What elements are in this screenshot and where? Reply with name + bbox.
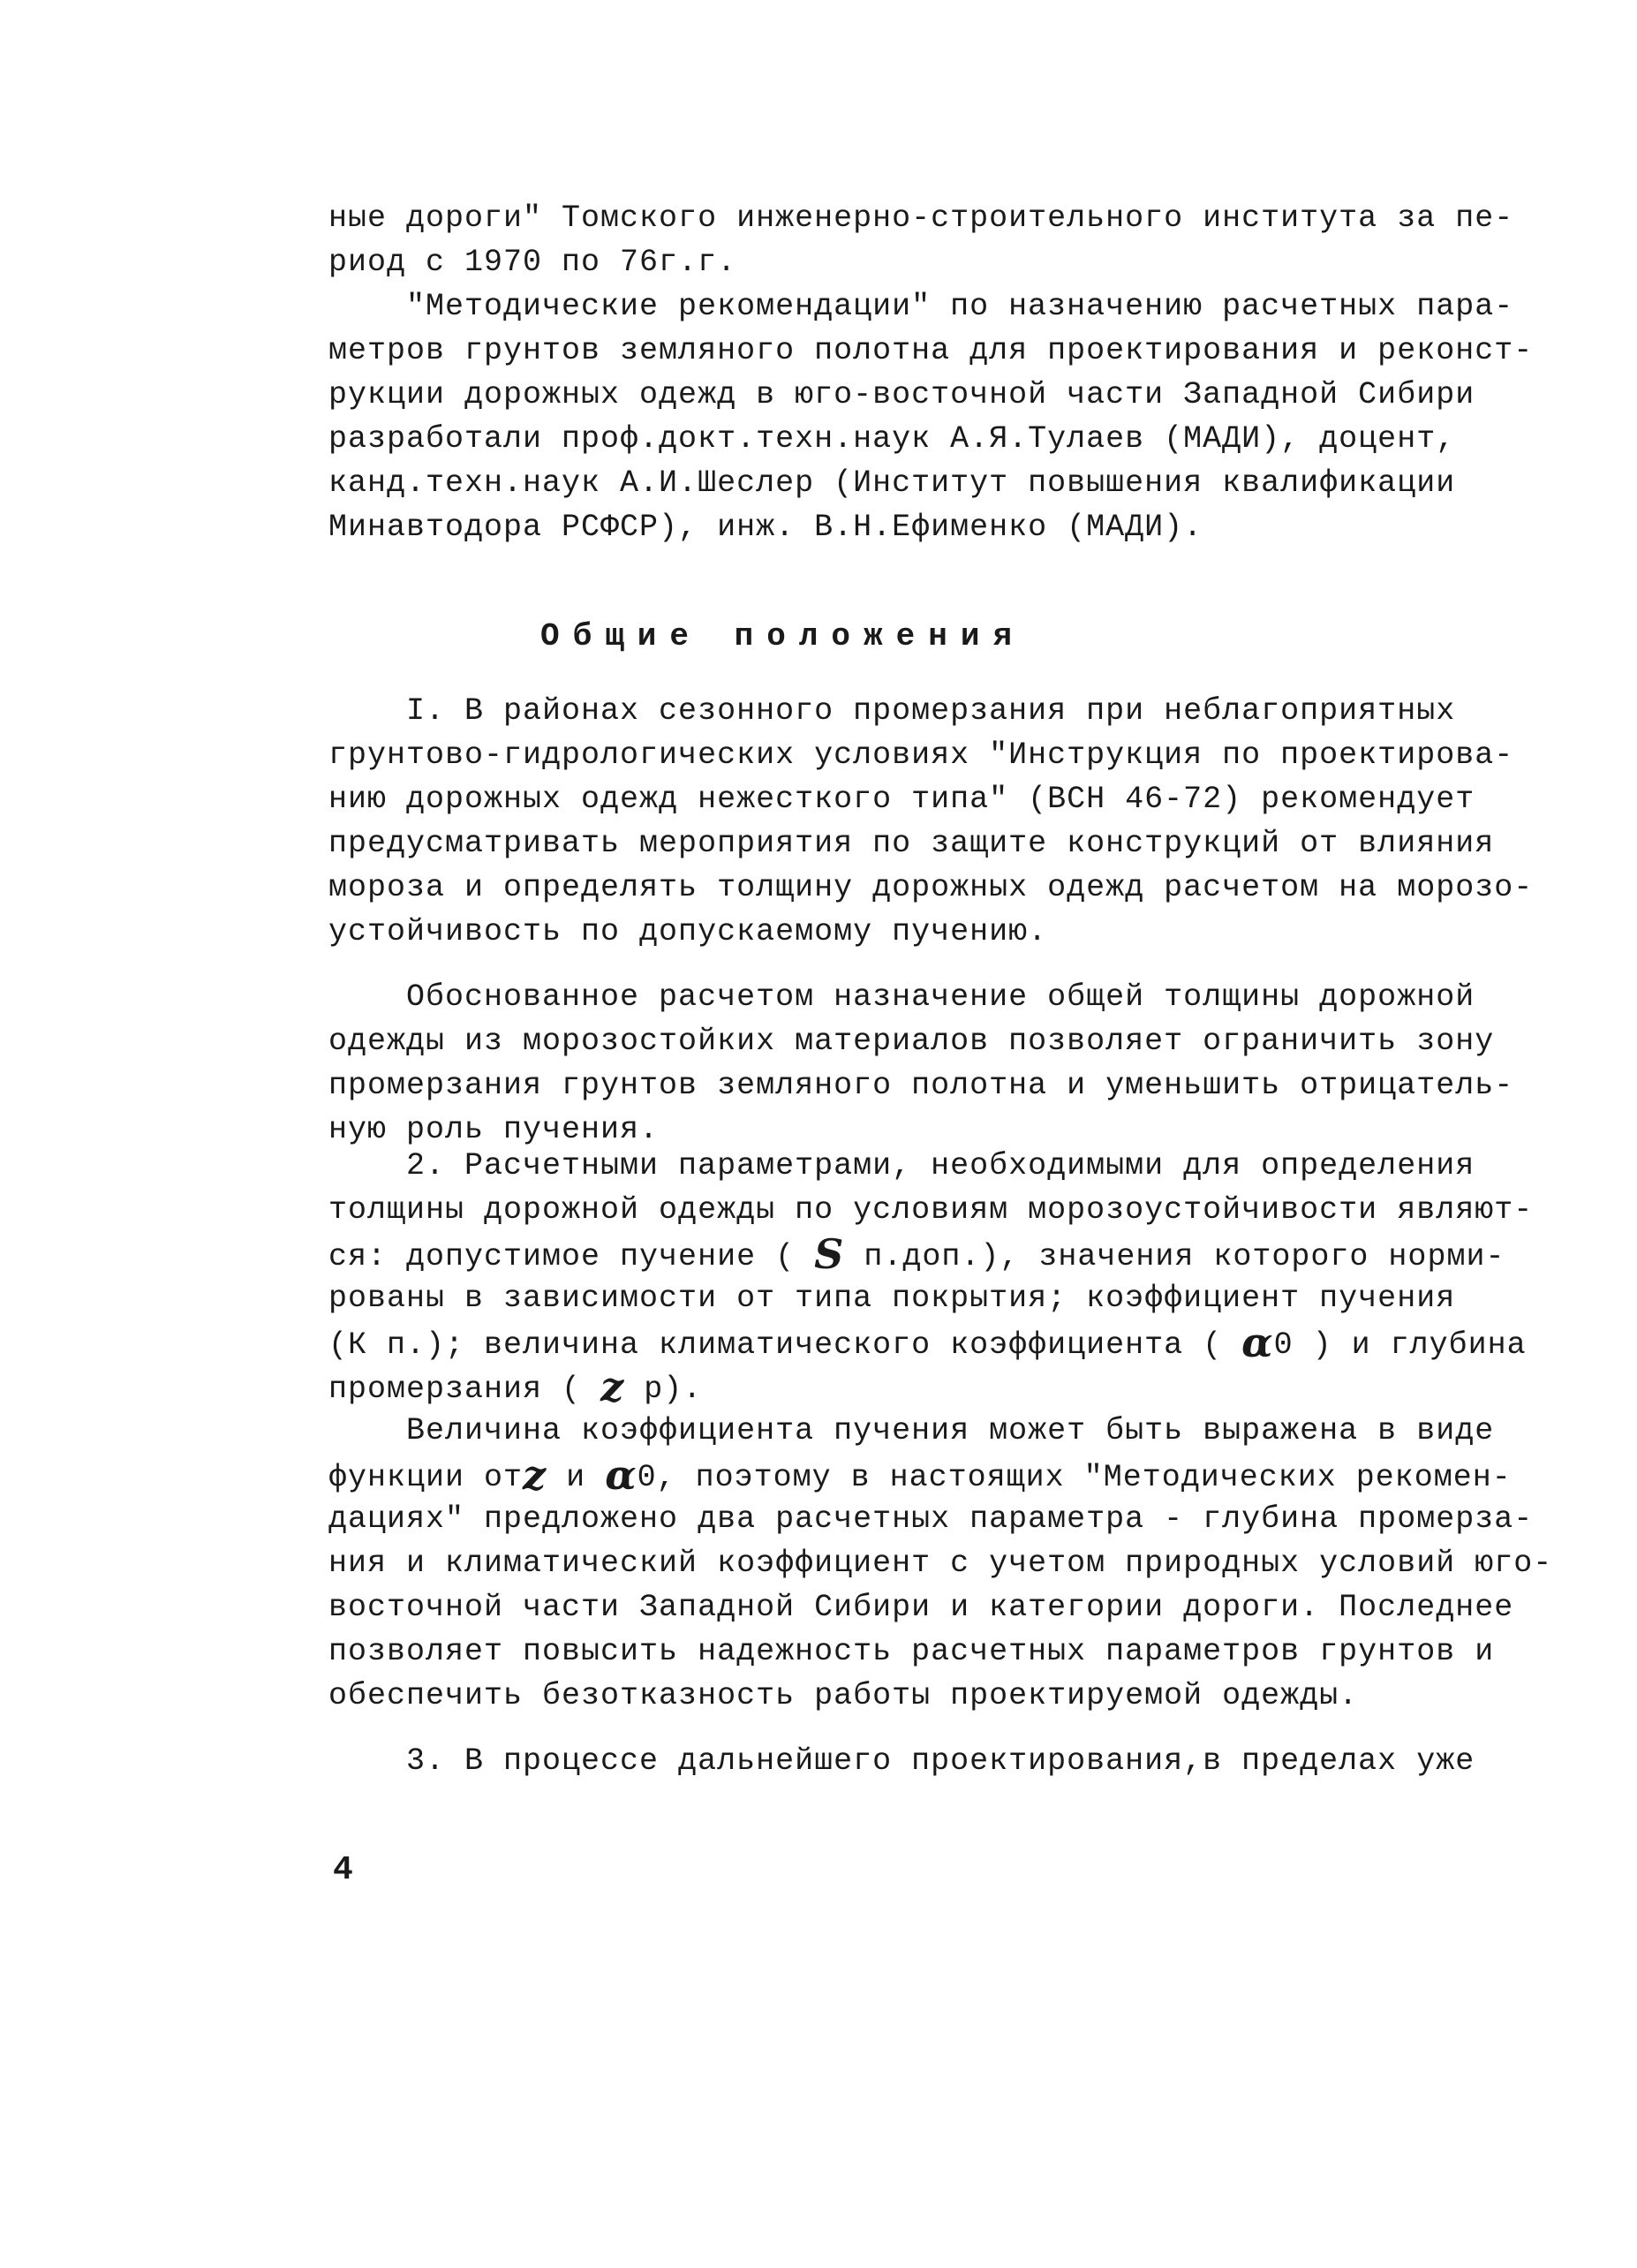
text-fragment: функции от: [328, 1460, 524, 1495]
text-line: Величина коэффициента пучения может быть выражена в виде: [328, 1413, 1495, 1448]
subscript-text: 0: [1273, 1327, 1294, 1363]
symbol-z: z: [523, 1451, 547, 1499]
text-line: одежды из морозостойких материалов позволяет ограничить зону: [328, 1024, 1495, 1059]
text-line: восточной части Западной Сибири и категории дороги. Последнее: [328, 1590, 1514, 1625]
text-line: обеспечить безотказность работы проектируемой одежды.: [328, 1678, 1359, 1713]
symbol-alpha: α: [1241, 1319, 1274, 1366]
page-number: 4: [333, 1851, 353, 1889]
text-line: [328, 1319, 1527, 1366]
subscript-text: 0: [637, 1460, 657, 1495]
text-line: канд.техн.наук А.И.Шеслер (Институт повышения квалификации: [328, 465, 1456, 501]
text-line: толщины дорожной одежды по условиям морозоустойчивости являют-: [328, 1192, 1534, 1228]
subscript-text: р: [624, 1372, 664, 1407]
text-line: метров грунтов земляного полотна для проектирования и реконст-: [328, 333, 1534, 368]
text-line: устойчивость по допускаемому пучению.: [328, 914, 1048, 949]
text-fragment: , поэтому в настоящих "Методических рекомен-: [656, 1460, 1512, 1495]
text-line: [328, 1365, 1441, 1409]
text-line: Обоснованное расчетом назначение общей толщины дорожной: [328, 979, 1475, 1015]
text-line: позволяет повысить надежность расчетных параметров грунтов и: [328, 1634, 1495, 1669]
text-line: рукции дорожных одежд в юго-восточной части Западной Сибири: [328, 377, 1475, 412]
text-line: 2. Расчетными параметрами, необходимыми для определения: [328, 1148, 1475, 1183]
subscript-text: п.доп.: [844, 1239, 981, 1274]
text-line: риод с 1970 по 76г.г.: [328, 245, 737, 280]
section-2-text: [328, 1144, 1553, 1783]
symbol-s: S: [814, 1230, 845, 1278]
text-line: "Методические рекомендации" по назначению расчетных пара-: [328, 289, 1514, 324]
section-1-text: [328, 689, 1534, 1152]
text-line: промерзания грунтов земляного полотна и уменьшить отрицатель-: [328, 1068, 1514, 1103]
text-fragment: ).: [663, 1372, 703, 1407]
text-line: Минавтодора РСФСР), инж. В.Н.Ефименко (МАДИ).: [328, 510, 1203, 545]
text-line: 3. В процессе дальнейшего проектирования,в пределах уже: [328, 1743, 1475, 1779]
text-line: нию дорожных одежд нежесткого типа" (ВСН 46-72) рекомендует: [328, 782, 1475, 817]
text-line: I. В районах сезонного промерзания при неблагоприятных: [328, 693, 1456, 729]
text-line: разработали проф.докт.техн.наук А.Я.Тулаев (МАДИ), доцент,: [328, 421, 1456, 457]
text-fragment: и: [547, 1460, 606, 1495]
section-heading: Общие положения: [540, 618, 1026, 654]
text-line: ния и климатический коэффициент с учетом природных условий юго-: [328, 1546, 1553, 1581]
text-line: мороза и определять толщину дорожных одежд расчетом на морозо-: [328, 870, 1534, 905]
text-line: грунтово-гидрологических условиях "Инструкция по проектирова-: [328, 737, 1514, 773]
text-fragment: ся: допустимое пучение (: [328, 1239, 815, 1274]
text-fragment: ) и глубина: [1293, 1327, 1527, 1363]
symbol-alpha: α: [605, 1451, 637, 1499]
text-line: [328, 1451, 1512, 1499]
text-line: ные дороги" Томского инженерно-строительного института за пе-: [328, 200, 1514, 236]
text-line: дациях" предложено два расчетных параметра - глубина промерза-: [328, 1501, 1534, 1537]
text-line: рованы в зависимости от типа покрытия; коэффициент пучения: [328, 1281, 1456, 1316]
text-line: [328, 1230, 1505, 1278]
intro-text: [328, 196, 1534, 549]
text-fragment: промерзания (: [328, 1372, 601, 1407]
symbol-z: z: [600, 1363, 625, 1410]
text-fragment: (К п.); величина климатического коэффициента (: [328, 1327, 1242, 1363]
text-line: предусматривать мероприятия по защите конструкций от влияния: [328, 826, 1495, 861]
text-line: ную роль пучения.: [328, 1112, 660, 1147]
text-fragment: ), значения которого норми-: [980, 1239, 1505, 1274]
